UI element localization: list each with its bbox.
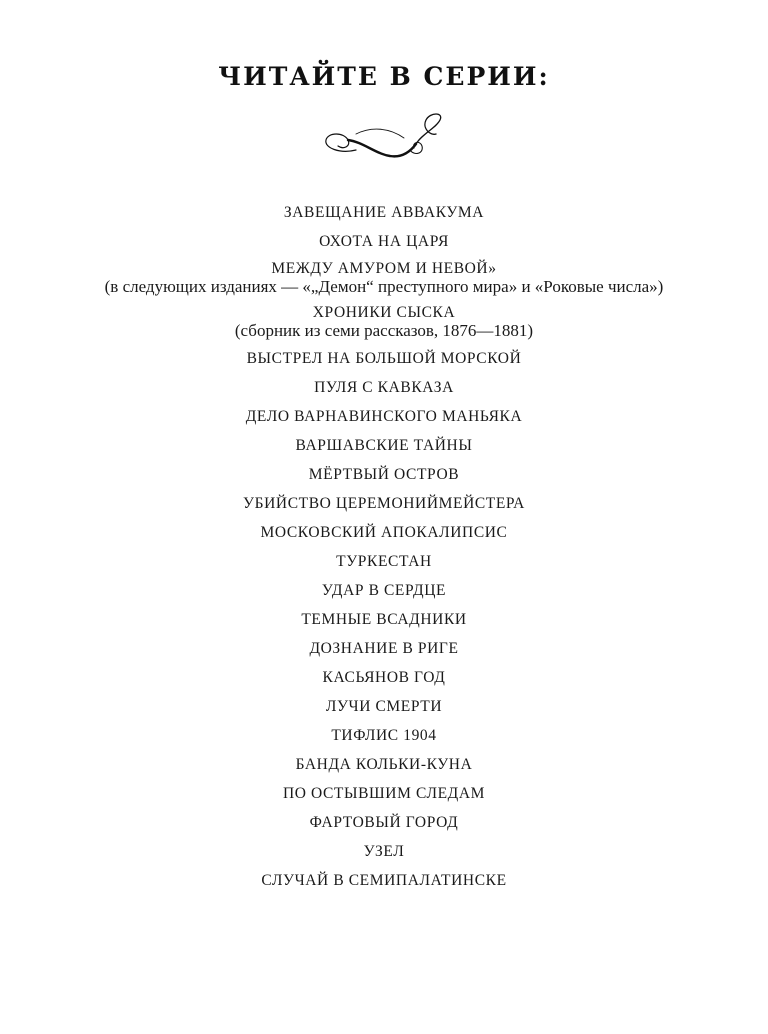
book-title: МЕЖДУ АМУРОМ И НЕВОЙ» (271, 260, 497, 277)
book-title: ТИФЛИС 1904 (331, 727, 437, 744)
book-list-item (0, 779, 768, 808)
book-title: ПО ОСТЫВШИМ СЛЕДАМ (282, 785, 486, 802)
book-title: ДЕЛО ВАРНАВИНСКОГО МАНЬЯКА (245, 408, 523, 425)
book-title: СЛУЧАЙ В СЕМИПАЛАТИНСКЕ (261, 872, 507, 889)
book-list-item (0, 634, 768, 663)
book-title: ЛУЧИ СМЕРТИ (325, 698, 443, 715)
flourish-ornament-icon (318, 110, 448, 166)
book-list-item (0, 489, 768, 518)
book-title: ПУЛЯ С КАВКАЗА (314, 379, 454, 396)
book-series-list (0, 198, 768, 895)
book-title: ОХОТА НА ЦАРЯ (319, 233, 449, 250)
book-title: ЗАВЕЩАНИЕ АВВАКУМА (283, 204, 485, 221)
book-title: УДАР В СЕРДЦЕ (321, 582, 447, 599)
book-list-item (0, 373, 768, 402)
book-title: ТУРКЕСТАН (336, 553, 432, 570)
book-list-item (0, 227, 768, 256)
book-list-item (0, 344, 768, 373)
book-note: (в следующих изданиях — «„Демон“ преступного мира» и «Роковые числа») (104, 277, 664, 296)
book-list-item (0, 547, 768, 576)
book-title: МЁРТВЫЙ ОСТРОВ (308, 466, 460, 483)
book-list-item (0, 431, 768, 460)
book-note: (сборник из семи рассказов, 1876—1881) (234, 321, 534, 340)
book-list-item (0, 402, 768, 431)
book-title: ВЫСТРЕЛ НА БОЛЬШОЙ МОРСКОЙ (246, 350, 522, 367)
book-list-item (0, 518, 768, 547)
book-title: ФАРТОВЫЙ ГОРОД (309, 814, 459, 831)
book-list-item (0, 460, 768, 489)
book-list-item (0, 605, 768, 634)
book-title: КАСЬЯНОВ ГОД (322, 669, 446, 686)
book-title: ХРОНИКИ СЫСКА (312, 304, 456, 321)
book-title: ВАРШАВСКИЕ ТАЙНЫ (295, 437, 473, 454)
book-list-item (0, 663, 768, 692)
book-list-item (0, 721, 768, 750)
book-list-item (0, 692, 768, 721)
book-list-item (0, 808, 768, 837)
book-list-item (0, 866, 768, 895)
book-list-item (0, 576, 768, 605)
book-title: БАНДА КОЛЬКИ-КУНА (295, 756, 473, 773)
book-title: ДОЗНАНИЕ В РИГЕ (309, 640, 459, 657)
book-list-item (0, 300, 768, 342)
book-list-item (0, 750, 768, 779)
page-heading: ЧИТАЙТЕ В СЕРИИ: (218, 62, 550, 91)
book-list-item (0, 198, 768, 227)
book-title: УЗЕЛ (363, 843, 405, 860)
book-title: УБИЙСТВО ЦЕРЕМОНИЙМЕЙСТЕРА (243, 495, 525, 512)
book-title: ТЕМНЫЕ ВСАДНИКИ (301, 611, 467, 628)
book-list-item (0, 256, 768, 298)
book-list-item (0, 837, 768, 866)
book-title: МОСКОВСКИЙ АПОКАЛИПСИС (260, 524, 508, 541)
